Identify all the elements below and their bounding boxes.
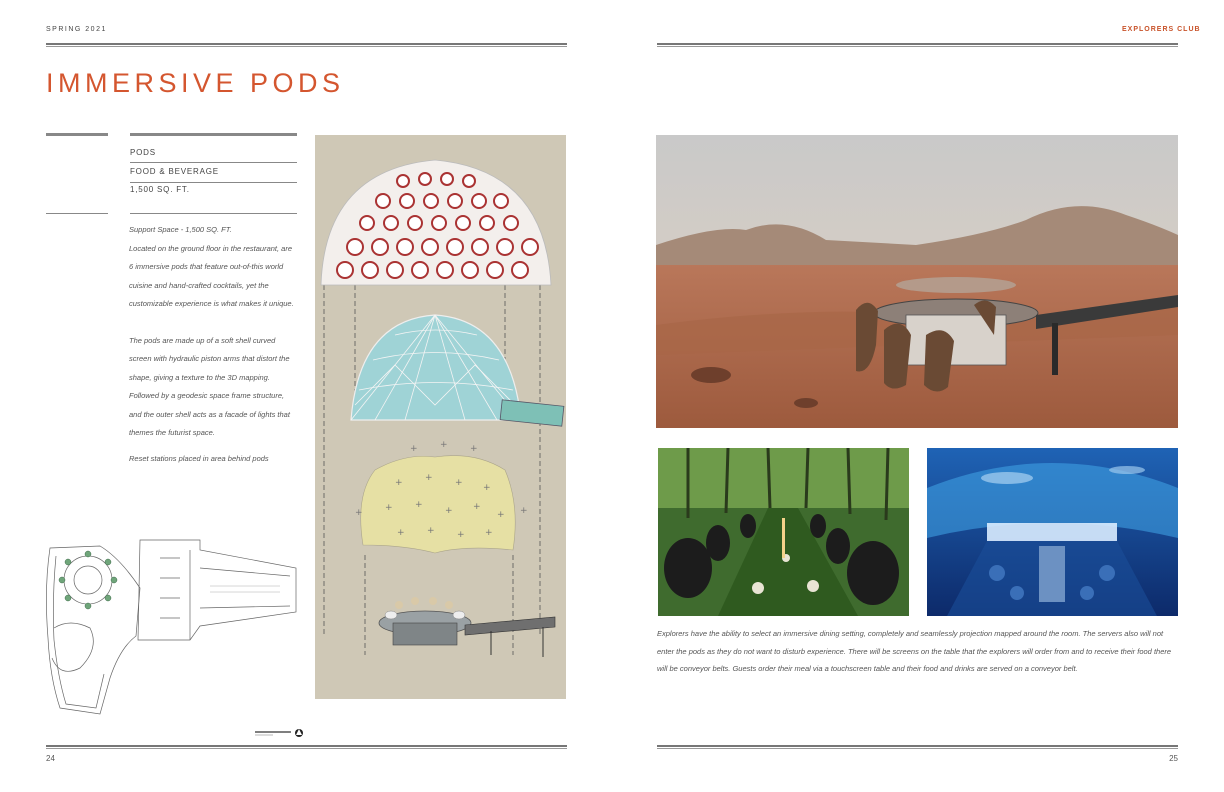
page-number-left: 24 [46,754,55,763]
svg-text:+: + [470,444,478,454]
svg-text:+: + [385,503,393,513]
svg-text:+: + [455,478,463,488]
mars-landscape-scene [656,135,1178,428]
spec-rule-bottom [130,213,297,214]
spec-item-food-beverage: FOOD & BEVERAGE [130,167,219,176]
pod-layers-illustration [315,135,566,699]
svg-text:+: + [520,506,528,516]
body-paragraph-1: Located on the ground floor in the restaurant, are 6 immersive pods that feature out-of-this world cuisine and hand-crafted cocktails, yet the customizable experience is what makes it unique. [129,243,294,308]
svg-text:+: + [445,506,453,516]
page-title: IMMERSIVE PODS [46,68,345,98]
svg-text:+: + [427,526,435,536]
spec-rule-2 [130,182,297,183]
spec-rule-1 [130,162,297,163]
spec-item-area: 1,500 SQ. FT. [130,185,190,194]
header-rule-left [46,43,567,47]
svg-text:+: + [425,473,433,483]
scale-bar-north-arrow [255,727,305,739]
forest-dining-scene [658,448,909,616]
footer-rule-right [657,745,1178,749]
underwater-dining-image [927,448,1178,616]
body-text [129,221,297,468]
svg-text:+: + [395,478,403,488]
svg-text:+: + [410,444,418,454]
body-paragraph-3: Reset stations placed in area behind pods [129,453,269,463]
body-paragraph-2: The pods are made up of a soft shell curved screen with hydraulic piston arms that distort the shape, giving a texture to the 3D mapping. Followed by a geodesic space frame structure, and the outer shell acts as a facade of lights that themes the futurist space. [129,335,290,437]
mars-dining-image [656,135,1178,428]
svg-text:+: + [415,500,423,510]
svg-text:+: + [483,483,491,493]
caption-text: Explorers have the ability to select an immersive dining setting, completely and seamlessly projection mapped around the room. The servers also will not enter the pods as they do not want to disturb experience. There will be screens on the table that the explorers will order from and to receive their food there will be conveyor belts. Guests order their meal via a touchscreen table and their food and drinks are served on a conveyor belt. [657,629,1172,673]
svg-text:+: + [497,510,505,520]
support-space-line: Support Space - 1,500 SQ. FT. [129,225,232,234]
floor-plan-drawing [40,528,302,718]
left-column-rule-top [46,133,108,136]
spec-rule-top [130,133,297,136]
svg-text:+: + [485,528,493,538]
header-right: EXPLORERS CLUB [1122,26,1201,33]
page-number-right: 25 [1169,754,1178,763]
header-left: SPRING 2021 [46,26,107,33]
forest-dining-image [658,448,909,616]
svg-text:+: + [457,530,465,540]
pod-layers-diagram [315,135,566,699]
svg-text:+: + [397,528,405,538]
svg-text:+: + [440,440,448,450]
left-column-rule-bottom [46,213,108,214]
header-rule-right [657,43,1178,47]
svg-text:+: + [473,502,481,512]
underwater-dining-scene [927,448,1178,616]
svg-text:+: + [355,508,363,518]
spec-item-pods: PODS [130,148,156,157]
footer-rule-left [46,745,567,749]
